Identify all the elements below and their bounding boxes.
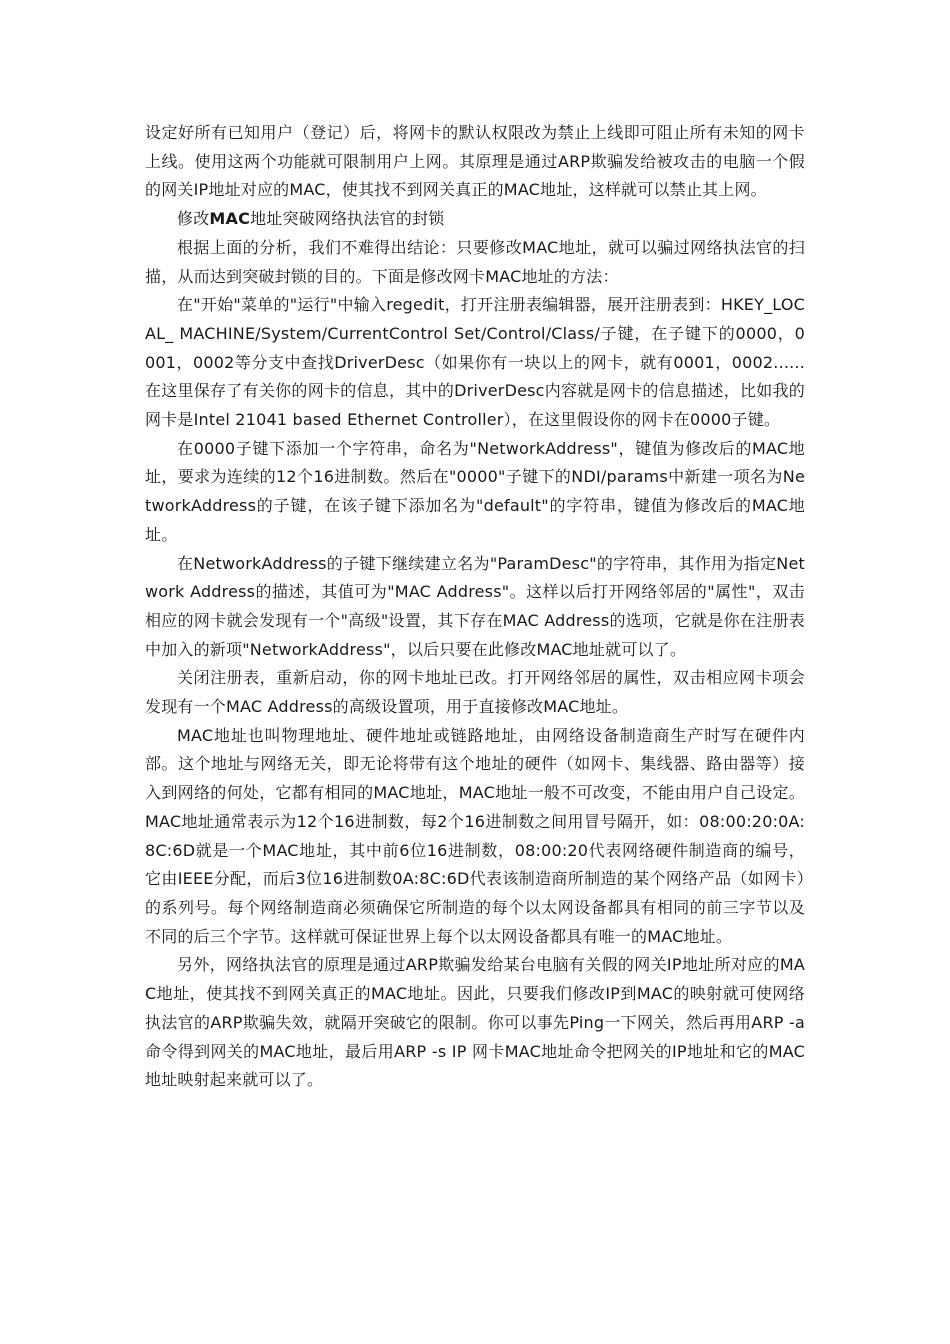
paragraph-arp-mapping: 另外，网络执法官的原理是通过ARP欺骗发给某台电脑有关假的网关IP地址所对应的MAC地址，使其找不到网关真正的MAC地址。因此，只要我们修改IP到MAC的映射就可使网络执法官的ARP欺骗失效，就隔开突破它的限制。你可以事先Ping一下网关，然后再用ARP -a命令得到网关的MAC地址，最后用ARP -s IP 网卡MAC地址命令把网关的IP地址和它的MAC地址映射起来就可以了。	[145, 955, 805, 1090]
document-body	[145, 119, 805, 1095]
paragraph-network-address: 在0000子键下添加一个字符串，命名为"NetworkAddress"，键值为修改后的MAC地址，要求为连续的12个16进制数。然后在"0000"子键下的NDI/params中新建一项名为NetworkAddress的子键，在该子键下添加名为"default"的字符串，键值为修改后的MAC地址。	[145, 438, 805, 544]
paragraph-intro: 设定好所有已知用户（登记）后，将网卡的默认权限改为禁止上线即可阻止所有未知的网卡上线。使用这两个功能就可限制用户上网。其原理是通过ARP欺骗发给被攻击的电脑一个假的网关IP地址对应的MAC，使其找不到网关真正的MAC地址，这样就可以禁止其上网。	[145, 123, 805, 200]
heading-bold-term: MAC	[209, 209, 251, 229]
paragraph-restart: 关闭注册表，重新启动，你的网卡地址已改。打开网络邻居的属性，双击相应网卡项会发现有一个MAC Address的高级设置项，用于直接修改MAC地址。	[145, 668, 805, 717]
heading-prefix: 修改	[177, 209, 210, 229]
paragraph-regedit: 在"开始"菜单的"运行"中输入regedit，打开注册表编辑器，展开注册表到：HKEY_LOCAL_ MACHINE/System/CurrentControl Set/Control/Class/子键，在子键下的0000，0001，0002等分支中查找DriverDesc（如果你有一块以上的网卡，就有0001，0002......在这里保存了有关你的网卡的信息，其中的DriverDesc内容就是网卡的信息描述，比如我的网卡是Intel 21041 based Ethernet Controller），在这里假设你的网卡在0000子键。	[145, 295, 805, 430]
paragraph-mac-definition: MAC地址也叫物理地址、硬件地址或链路地址，由网络设备制造商生产时写在硬件内部。这个地址与网络无关，即无论将带有这个地址的硬件（如网卡、集线器、路由器等）接入到网络的何处，它都有相同的MAC地址，MAC地址一般不可改变，不能由用户自己设定。MAC地址通常表示为12个16进制数，每2个16进制数之间用冒号隔开，如：08:00:20:0A:8C:6D就是一个MAC地址，其中前6位16进制数，08:00:20代表网络硬件制造商的编号，它由IEEE分配，而后3位16进制数0A:8C:6D代表该制造商所制造的某个网络产品（如网卡）的系列号。每个网络制造商必须确保它所制造的每个以太网设备都具有相同的前三字节以及不同的后三个字节。这样就可保证世界上每个以太网设备都具有唯一的MAC地址。	[145, 725, 805, 946]
section-heading	[145, 205, 805, 234]
paragraph-analysis: 根据上面的分析，我们不难得出结论：只要修改MAC地址，就可以骗过网络执法官的扫描，从而达到突破封锁的目的。下面是修改网卡MAC地址的方法：	[145, 237, 805, 286]
heading-suffix: 地址突破网络执法官的封锁	[250, 209, 445, 229]
paragraph-param-desc: 在NetworkAddress的子键下继续建立名为"ParamDesc"的字符串，其作用为指定Network Address的描述，其值可为"MAC Address"。这样以后打开网络邻居的"属性"，双击相应的网卡就会发现有一个"高级"设置，其下存在MAC Address的选项，它就是你在注册表中加入的新项"NetworkAddress"，以后只要在此修改MAC地址就可以了。	[145, 553, 805, 659]
